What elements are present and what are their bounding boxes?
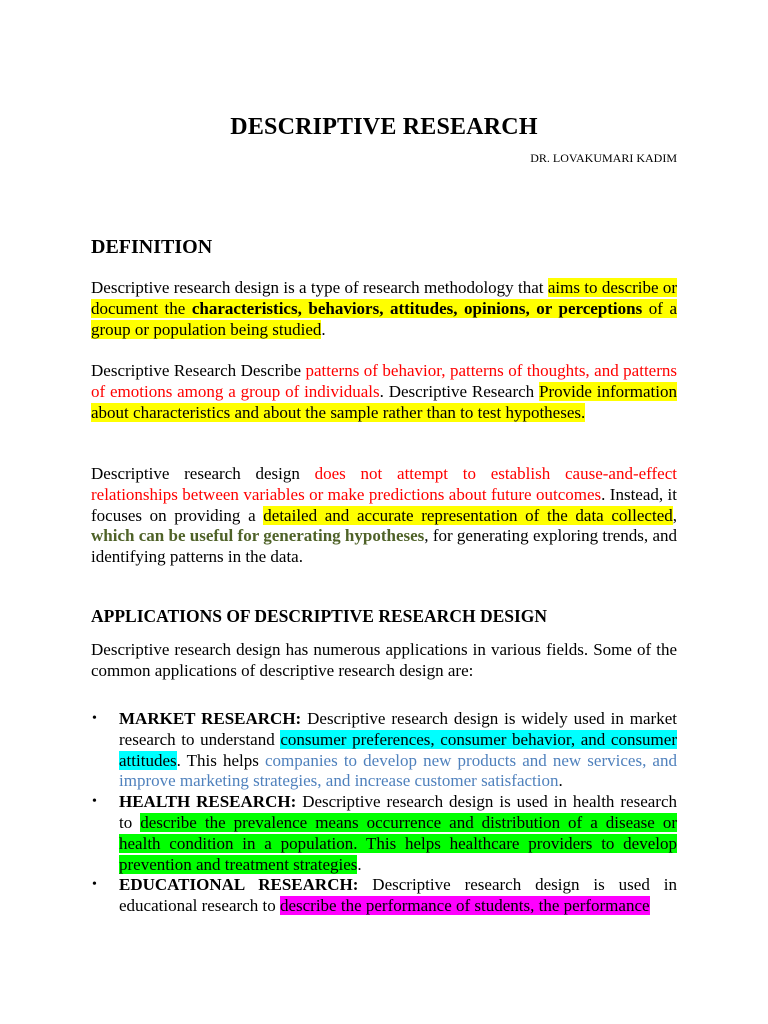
bullet: • bbox=[92, 794, 97, 810]
p2-highlight: Provide information about characteristics and about the sample rather than to test hypotheses. bbox=[91, 381, 677, 422]
application-text: . This helps bbox=[176, 750, 266, 770]
list-item bbox=[91, 875, 677, 917]
p1-highlight-a: aims to describe or document the bbox=[91, 278, 677, 318]
application-label: EDUCATIONAL RESEARCH: bbox=[119, 875, 359, 895]
application-blue-text: companies to develop new products and new services, and improve marketing strategies, and increase customer satisfaction bbox=[119, 750, 677, 791]
application-text: Descriptive research design is used in educational research to bbox=[119, 875, 677, 916]
p1-highlight-b: of a group or population being studied bbox=[91, 298, 677, 339]
application-highlight: consumer preferences, consumer behavior, and consumer attitudes bbox=[119, 729, 677, 770]
applications-intro: Descriptive research design has numerous applications in various fields. Some of the common applications of descriptive research design are: bbox=[91, 640, 677, 680]
p3-text-c: . Instead, it focuses on providing a bbox=[91, 484, 677, 525]
author-name: DR. LOVAKUMARI KADIM bbox=[530, 151, 677, 165]
application-label: HEALTH RESEARCH: bbox=[119, 792, 297, 812]
application-highlight: describe the prevalence means occurrence and distribution of a disease or health condition in a population. This helps healthcare providers to develop prevention and treatment strategies bbox=[119, 812, 677, 874]
list-item bbox=[91, 792, 677, 875]
p3-red-text: does not attempt to establish cause-and-effect relationships between variables or make predictions about future outcomes bbox=[91, 464, 677, 504]
p3-text-a: Descriptive research design bbox=[91, 464, 315, 483]
definition-paragraph-2 bbox=[91, 361, 677, 423]
document-title: DESCRIPTIVE RESEARCH bbox=[230, 114, 538, 140]
list-item bbox=[91, 709, 677, 792]
p3-text-g: , for generating exploring trends, and identifying patterns in the data. bbox=[91, 526, 677, 567]
bullet: • bbox=[92, 877, 97, 893]
definition-paragraph-3 bbox=[91, 464, 677, 568]
p2-text-c: . Descriptive Research bbox=[379, 381, 540, 401]
p2-red-text: patterns of behavior, patterns of thoughts, and patterns of emotions among a group of individuals bbox=[91, 361, 677, 401]
application-label: MARKET RESEARCH: bbox=[119, 709, 302, 728]
application-text: Descriptive research design is widely used in market research to understand bbox=[119, 709, 677, 749]
applications-list bbox=[91, 709, 677, 917]
application-text: Descriptive research design is used in health research to bbox=[119, 792, 677, 832]
application-highlight: describe the performance of students, the performance bbox=[279, 896, 650, 916]
p3-text-e: , bbox=[672, 505, 677, 525]
applications-heading: APPLICATIONS OF DESCRIPTIVE RESEARCH DESIGN bbox=[91, 606, 548, 626]
p3-highlight: detailed and accurate representation of the data collected bbox=[263, 505, 673, 525]
p1-text-end: . bbox=[321, 319, 326, 339]
p3-green-text: which can be useful for generating hypotheses bbox=[91, 526, 425, 546]
definition-heading: DEFINITION bbox=[91, 236, 213, 258]
bullet: • bbox=[92, 711, 97, 726]
p2-text-a: Descriptive Research Describe bbox=[91, 361, 306, 380]
application-text: . bbox=[357, 854, 362, 874]
p1-highlight-bold: characteristics, behaviors, attitudes, opinions, or perceptions bbox=[191, 298, 643, 318]
p1-text-a: Descriptive research design is a type of research methodology that bbox=[91, 278, 548, 297]
definition-paragraph-1 bbox=[91, 278, 677, 340]
application-text: . bbox=[558, 771, 563, 791]
